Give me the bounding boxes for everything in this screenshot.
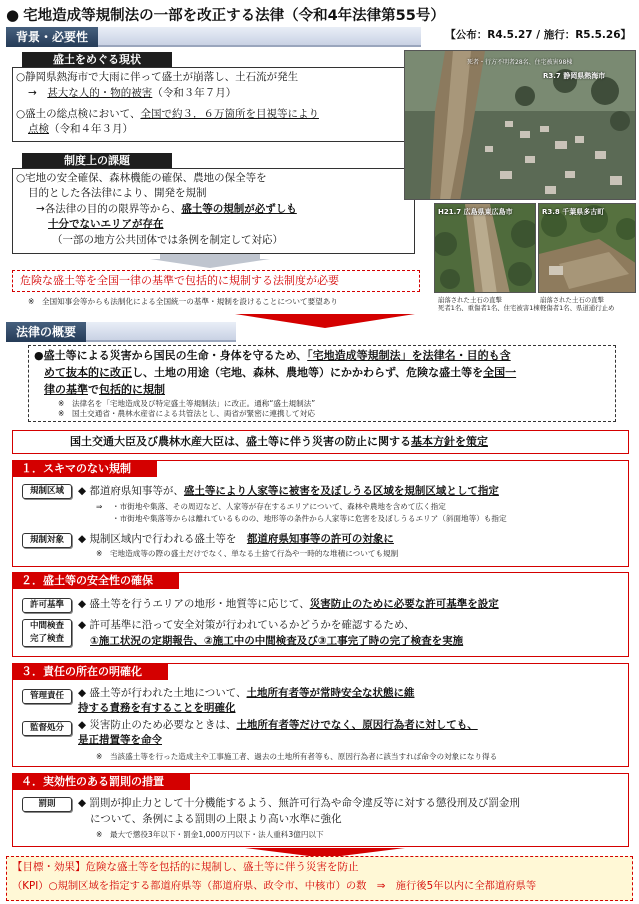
tag-management-responsibility: 管理責任 — [22, 689, 72, 704]
section-2-heading: ２．盛土等の安全性の確保 — [13, 573, 179, 589]
tag-permit-criteria: 許可基準 — [22, 598, 72, 613]
issues-line-3: →各法律の目的の限界等から、盛土等の規制が必ずしも — [36, 203, 297, 215]
overview-section-bar — [6, 322, 236, 342]
tag-regulated-area: 規制区域 — [22, 484, 72, 499]
regulated-area-note-1: ・市街地や集落、その周辺など、人家等が存在するエリアについて、森林や農地を含めて広く指定 — [112, 502, 446, 511]
supervisory-disposition-text: ◆ 災害防止のため必要なときは、土地所有者等だけでなく、原因行為者に対しても、是正措置等を命令 — [78, 719, 478, 746]
issues-line-5: （一部の地方公共団体では条例を制定して対応） — [52, 234, 283, 246]
section-3-heading: ３．責任の所在の明確化 — [13, 664, 168, 680]
inspection-line: ○盛土の総点検において、全国で約３．６万箇所を目視等により — [16, 108, 319, 120]
title-bullet: ● — [6, 6, 20, 24]
atami-line: ○静岡県熱海市で大雨に伴って盛土が崩落し、土石流が発生 — [16, 71, 299, 83]
intro-line-1: ●盛土等による災害から国民の生命・身体を守るため、「宅地造成等規制法」を法律名・目的も含 — [34, 349, 511, 362]
management-responsibility-text: ◆ 盛土等が行われた土地について、土地所有者等が常時安全な状態に維持する責務を有することを明確化 — [78, 687, 415, 714]
intro-note-2: ※ 国土交通省・農林水産省による共管法とし、両省が緊密に連携して対応 — [58, 409, 315, 418]
system-issues-heading: 制度上の課題 — [22, 153, 172, 168]
basic-policy-text: 国土交通大臣及び農林水産大臣は、盛土等に伴う災害の防止に関する基本方針を策定 — [70, 435, 488, 448]
goals-line-1: 【目標・効果】危険な盛土等を包括的に規制し、盛土等に伴う災害を防止 — [12, 861, 359, 873]
regulated-area-text: ◆ 都道府県知事等が、盛土等により人家等に被害を及ぼしうる区域を規制区域として指定 — [78, 485, 499, 497]
regulated-area-note-2: ・市街地や集落等からは離れているものの、地形等の条件から人家等に危害を及ぼしうるエリア（斜面地等）も指定 — [112, 514, 507, 523]
regulated-target-text: ◆ 規制区域内で行われる盛土等を 都道府県知事等の許可の対象に — [78, 533, 394, 545]
down-arrow-icon — [150, 254, 270, 268]
intro-line-3: 律の基準で包括的に規制 — [44, 383, 165, 396]
atami-photo — [404, 50, 636, 200]
section-4-heading: ４．実効性のある罰則の措置 — [13, 774, 190, 790]
issues-line-1: ○宅地の安全確保、森林機能の確保、農地の保全等を — [16, 172, 267, 184]
tako-note-2: 軽傷者1名、県道通行止め — [540, 304, 615, 312]
intro-line-2: めて抜本的に改正し、土地の用途（宅地、森林、農地等）にかかわらず、危険な盛土等を全国一 — [44, 366, 517, 379]
promulgation-date: 【公布：R4.5.27 / 施行：R5.5.26】 — [445, 29, 631, 41]
inspections-text-1: ◆ 許可基準に沿って安全対策が行われているかどうかを確認するため、 — [78, 619, 415, 631]
penalties-note: ※ 最大で懲役3年以下・罰金1,000万円以下・法人重科3億円以下 — [96, 830, 324, 839]
tag-regulated-target: 規制対象 — [22, 533, 72, 548]
tako-label: R3.8 千葉県多古町 — [542, 208, 605, 216]
permit-criteria-text: ◆ 盛土等を行うエリアの地形・地質等に応じて、災害防止のために必要な許可基準を設定 — [78, 598, 499, 610]
background-section-tab: 背景・必要性 — [6, 27, 98, 47]
issues-line-4: 十分でないエリアが存在 — [48, 218, 164, 230]
hiroshima-note-1: 崩落された土石の直撃 — [438, 296, 502, 304]
penalties-text-1: ◆ 罰則が抑止力として十分機能するよう、無許可行為や命令違反等に対する懲役刑及び罰金刑 — [78, 797, 520, 809]
tag-inspections: 中間検査 完了検査 — [22, 619, 72, 647]
section-1-heading: １．スキマのない規制 — [13, 461, 157, 477]
penalties-text-2: について、条例による罰則の上限より高い水準に強化 — [90, 813, 342, 825]
issues-line-2: 目的とした各法律により、開発を規制 — [28, 187, 207, 199]
page-title: ● 宅地造成等規制法の一部を改正する法律（令和4年法律第55号） — [6, 6, 445, 24]
atami-casualty-note: 死者・行方不明者28名、住宅被害98棟 — [467, 59, 573, 66]
hiroshima-note-2: 死者1名、重傷者1名、住宅被害1棟 — [438, 304, 540, 312]
tako-photo — [538, 203, 636, 293]
tag-supervisory-disposition: 監督処分 — [22, 721, 72, 736]
atami-photo-label: R3.7 静岡県熱海市 — [543, 72, 606, 80]
regulated-target-note: ※ 宅地造成等の際の盛土だけでなく、単なる土捨て行為や一時的な堆積についても規制 — [96, 549, 399, 558]
damage-line: → 甚大な人的・物的被害（令和３年７月） — [28, 87, 237, 99]
higashihiroshima-label: H21.7 広島県東広島市 — [438, 208, 513, 216]
current-situation-heading: 盛土をめぐる現状 — [22, 52, 172, 67]
inspection-line-2: 点検（令和４年３月） — [28, 123, 133, 135]
tako-note-1: 崩落された土石の直撃 — [540, 296, 604, 304]
supervisory-note: ※ 当該盛土等を行った造成主や工事施工者、過去の土地所有者等も、原因行為者に該当すれば命令の対象になり得る — [96, 752, 498, 761]
goals-kpi-line: （KPI）○規制区域を指定する都道府県等（都道府県、政令市、中核市）の数 ⇒ 施行後5年以内に全都道府県等 — [12, 880, 537, 892]
higashihiroshima-photo — [434, 203, 536, 293]
background-section-bar — [6, 27, 421, 47]
conclusion-text: 危険な盛土等を全国一律の基準で包括的に規制する法制度が必要 — [20, 274, 339, 287]
governors-note: ※ 全国知事会等からも法制化による全国統一の基準・規制を設けることについて要望あり — [28, 297, 338, 306]
tag-penalties: 罰則 — [22, 797, 72, 812]
arrow-note: ⇒ — [96, 502, 103, 511]
intro-note-1: ※ 法律名を「宅地造成及び特定盛土等規制法」に改正。通称“盛土規制法” — [58, 399, 316, 408]
inspections-text-2: ①施工状況の定期報告、②施工中の中間検査及び③工事完了時の完了検査を実施 — [90, 635, 464, 647]
red-chevron-icon — [235, 314, 415, 328]
overview-section-tab: 法律の概要 — [6, 322, 86, 342]
